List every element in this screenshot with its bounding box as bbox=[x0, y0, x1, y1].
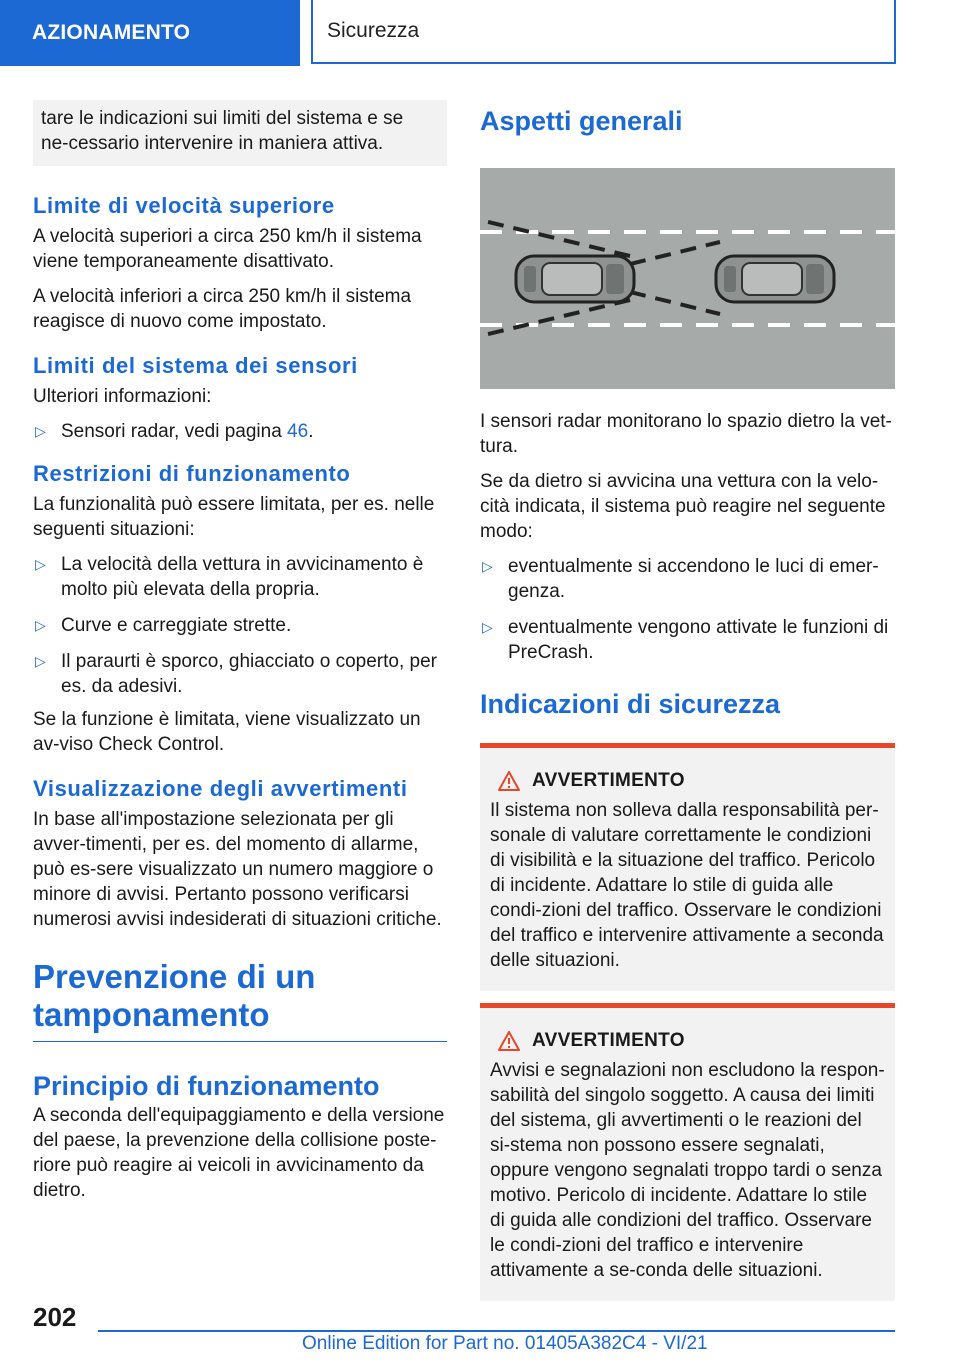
following-car-icon bbox=[716, 256, 834, 302]
heading-general: Aspetti generali bbox=[480, 106, 683, 136]
list-item bbox=[480, 554, 895, 604]
restrictions-list bbox=[33, 552, 447, 699]
right-column bbox=[480, 100, 895, 1301]
speed-limit-p2: A velocità inferiori a circa 250 km/h il sistema reagisce di nuovo come impostato. bbox=[33, 286, 412, 332]
page-link[interactable]: 46 bbox=[287, 421, 309, 442]
page-title-text: Sicurezza bbox=[327, 19, 420, 42]
list-item bbox=[33, 649, 447, 699]
warning-box bbox=[480, 1003, 895, 1301]
general-p1: I sensori radar monitorano lo spazio dietro la vet-tura. bbox=[480, 411, 892, 457]
ego-car-icon bbox=[516, 256, 634, 302]
list-item bbox=[33, 552, 447, 602]
warning-header bbox=[490, 1030, 887, 1052]
footer-divider bbox=[98, 1330, 895, 1332]
heading-principle: Principio di funzionamento bbox=[33, 1071, 380, 1101]
general-list bbox=[480, 554, 895, 665]
list-item-text: eventualmente si accendono le luci di emer-genza. bbox=[508, 556, 879, 602]
list-item-end: . bbox=[308, 421, 314, 442]
list-item-text: eventualmente vengono attivate le funzioni di PreCrash. bbox=[508, 617, 889, 663]
list-item-text: Curve e carreggiate strette. bbox=[61, 615, 292, 636]
warning-triangle-icon bbox=[498, 1031, 520, 1051]
page-title bbox=[311, 0, 896, 64]
restrictions-p1: La funzionalità può essere limitata, per es. nelle seguenti situazioni: bbox=[33, 494, 435, 540]
heading-safety: Indicazioni di sicurezza bbox=[480, 689, 781, 719]
page-number: 202 bbox=[33, 1302, 77, 1332]
speed-limit-p1: A velocità superiori a circa 250 km/h il sistema viene temporaneamente disattivato. bbox=[33, 226, 422, 272]
warning-text: Il sistema non solleva dalla responsabilità per-sonale di valutare correttamente le condizioni di visibilità e la situazione del traffico. Pericolo di incidente. Adattare lo stile di guida alle condi-zioni del traffico. Osservare le condizioni del traffico e intervenire attivamente a seconda delle situazioni. bbox=[490, 800, 884, 971]
heading-restrictions: Restrizioni di funzionamento bbox=[33, 461, 351, 486]
warning-triangle-icon bbox=[498, 771, 520, 791]
sensor-limits-p1: Ulteriori informazioni: bbox=[33, 386, 212, 407]
warning-title: AVVERTIMENTO bbox=[532, 1030, 685, 1051]
chapter-heading-block bbox=[33, 958, 447, 1042]
triangle-right-icon: ▷ bbox=[35, 653, 46, 669]
section-tab: AZIONAMENTO bbox=[0, 0, 300, 66]
list-item bbox=[33, 419, 447, 444]
intro-box bbox=[33, 100, 447, 166]
triangle-right-icon: ▷ bbox=[35, 617, 46, 633]
list-item bbox=[480, 615, 895, 665]
warning-header bbox=[490, 770, 887, 792]
left-column bbox=[33, 100, 447, 1213]
warning-box bbox=[480, 743, 895, 991]
list-item-text: Il paraurti è sporco, ghiacciato o coperto, per es. da adesivi. bbox=[61, 651, 437, 697]
heading-warnings-display: Visualizzazione degli avvertimenti bbox=[33, 776, 408, 801]
restrictions-p2: Se la funzione è limitata, viene visualizzato un av-viso Check Control. bbox=[33, 709, 421, 755]
heading-speed-limit: Limite di velocità superiore bbox=[33, 193, 335, 218]
list-item bbox=[33, 613, 447, 638]
triangle-right-icon: ▷ bbox=[35, 556, 46, 572]
warning-title: AVVERTIMENTO bbox=[532, 770, 685, 791]
list-item-text: La velocità della vettura in avvicinamento è molto più elevata della propria. bbox=[61, 554, 424, 600]
triangle-right-icon: ▷ bbox=[482, 619, 493, 635]
warning-text: Avvisi e segnalazioni non escludono la respon-sabilità del singolo soggetto. A causa dei limiti del sistema, gli avvertimenti o le reazioni del si-stema non possono essere segnalati, oppure vengono segnalati troppo tardi o senza motivo. Pericolo di incidente. Adattare lo stile di guida alle condizioni del traffico. Osservare le condi-zioni del traffico e intervenire attivamente a se-conda delle situazioni. bbox=[490, 1060, 885, 1281]
list-item-text: Sensori radar, vedi pagina bbox=[61, 421, 288, 442]
warnings-display-p1: In base all'impostazione selezionata per gli avver-timenti, per es. del momento di allarme, può es-sere visualizzato un numero maggiore o minore di avvisi. Pertanto possono verificarsi numerosi avvisi indesiderati di situazioni critiche. bbox=[33, 809, 442, 930]
rear-radar-illustration bbox=[480, 168, 895, 389]
intro-text: tare le indicazioni sui limiti del sistema e se ne-cessario intervenire in maniera attiva. bbox=[41, 108, 404, 154]
footer-edition: Online Edition for Part no. 01405A382C4 - VI/21 bbox=[302, 1333, 708, 1354]
triangle-right-icon: ▷ bbox=[35, 423, 46, 439]
triangle-right-icon: ▷ bbox=[482, 558, 493, 574]
principle-p1: A seconda dell'equipaggiamento e della versione del paese, la prevenzione della collisione poste-riore può reagire ai veicoli in avvicinamento da dietro. bbox=[33, 1105, 445, 1201]
heading-sensor-limits: Limiti del sistema dei sensori bbox=[33, 353, 358, 378]
general-p2: Se da dietro si avvicina una vettura con la velo-cità indicata, il sistema può reagire nel seguente modo: bbox=[480, 471, 886, 542]
sensor-limits-list bbox=[33, 419, 447, 444]
chapter-heading: Prevenzione di un tamponamento bbox=[33, 958, 316, 1033]
